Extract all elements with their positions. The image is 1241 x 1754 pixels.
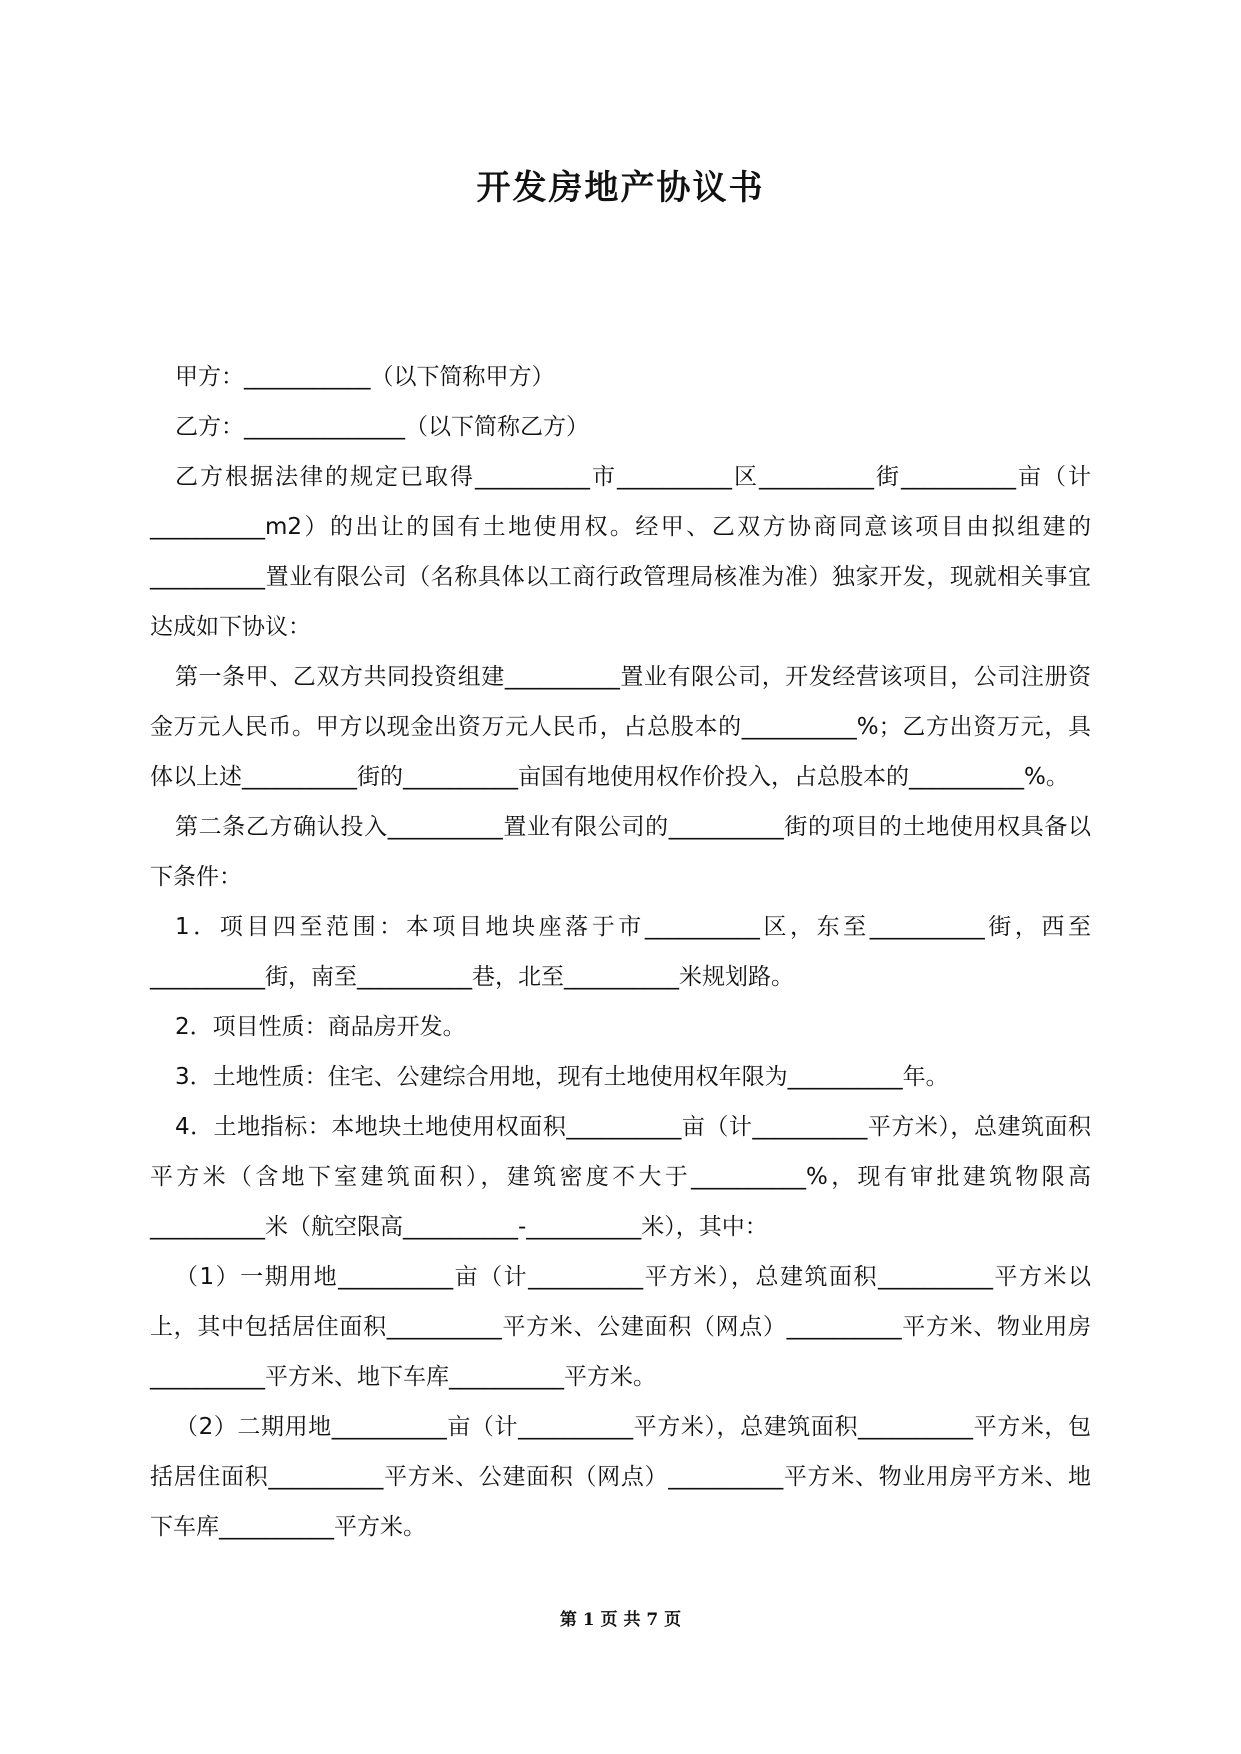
- paragraph-item-1: 1．项目四至范围：本项目地块座落于市__________区，东至__________街，西至__________街，南至__________巷，北至__________米规划路。: [150, 914, 1091, 990]
- paragraph-phase-1: （1）一期用地__________亩（计__________平方米），总建筑面积__________平方米以上，其中包括居住面积__________平方米、公建面积（网点）__________平方米、物业用房__________平方米、地下车库__________平方米。: [150, 1264, 1092, 1390]
- paragraph-item-2: 2．项目性质：商品房开发。: [175, 1014, 466, 1040]
- document-body: [150, 352, 1091, 1552]
- page-footer: 第 1 页 共 7 页: [559, 1610, 682, 1630]
- paragraph-party-a: 甲方：___________（以下简称甲方）: [175, 364, 555, 390]
- document-title: 开发房地产协议书: [476, 168, 765, 208]
- paragraph-article-1: 第一条甲、乙双方共同投资组建__________置业有限公司，开发经营该项目，公司注册资金万元人民币。甲方以现金出资万元人民币，占总股本的__________%；乙方出资万元，具体以上述__________街的__________亩国有地使用权作价投入，占总股本的__________%。: [150, 664, 1091, 790]
- paragraph-article-2: 第二条乙方确认投入__________置业有限公司的__________街的项目的土地使用权具备以下条件：: [150, 814, 1091, 890]
- paragraph-item-4: 4．土地指标：本地块土地使用权面积__________亩（计__________平方米），总建筑面积平方米（含地下室建筑面积），建筑密度不大于__________%，现有审批建筑物限高__________米（航空限高__________-__________米），其中：: [150, 1114, 1091, 1240]
- paragraph-item-3: 3．土地性质：住宅、公建综合用地，现有土地使用权年限为__________年。: [175, 1064, 949, 1090]
- paragraph-preamble: 乙方根据法律的规定已取得__________市__________区__________街__________亩（计__________m2）的出让的国有土地使用权。经甲、乙双方协商同意该项目由拟组建的__________置业有限公司（名称具体以工商行政管理局核准为准）独家开发，现就相关事宜达成如下协议：: [150, 464, 1091, 640]
- paragraph-phase-2: （2）二期用地__________亩（计__________平方米），总建筑面积__________平方米，包括居住面积__________平方米、公建面积（网点）__________平方米、物业用房平方米、地下车库__________平方米。: [150, 1414, 1091, 1540]
- paragraph-party-b: 乙方：______________（以下简称乙方）: [175, 414, 589, 440]
